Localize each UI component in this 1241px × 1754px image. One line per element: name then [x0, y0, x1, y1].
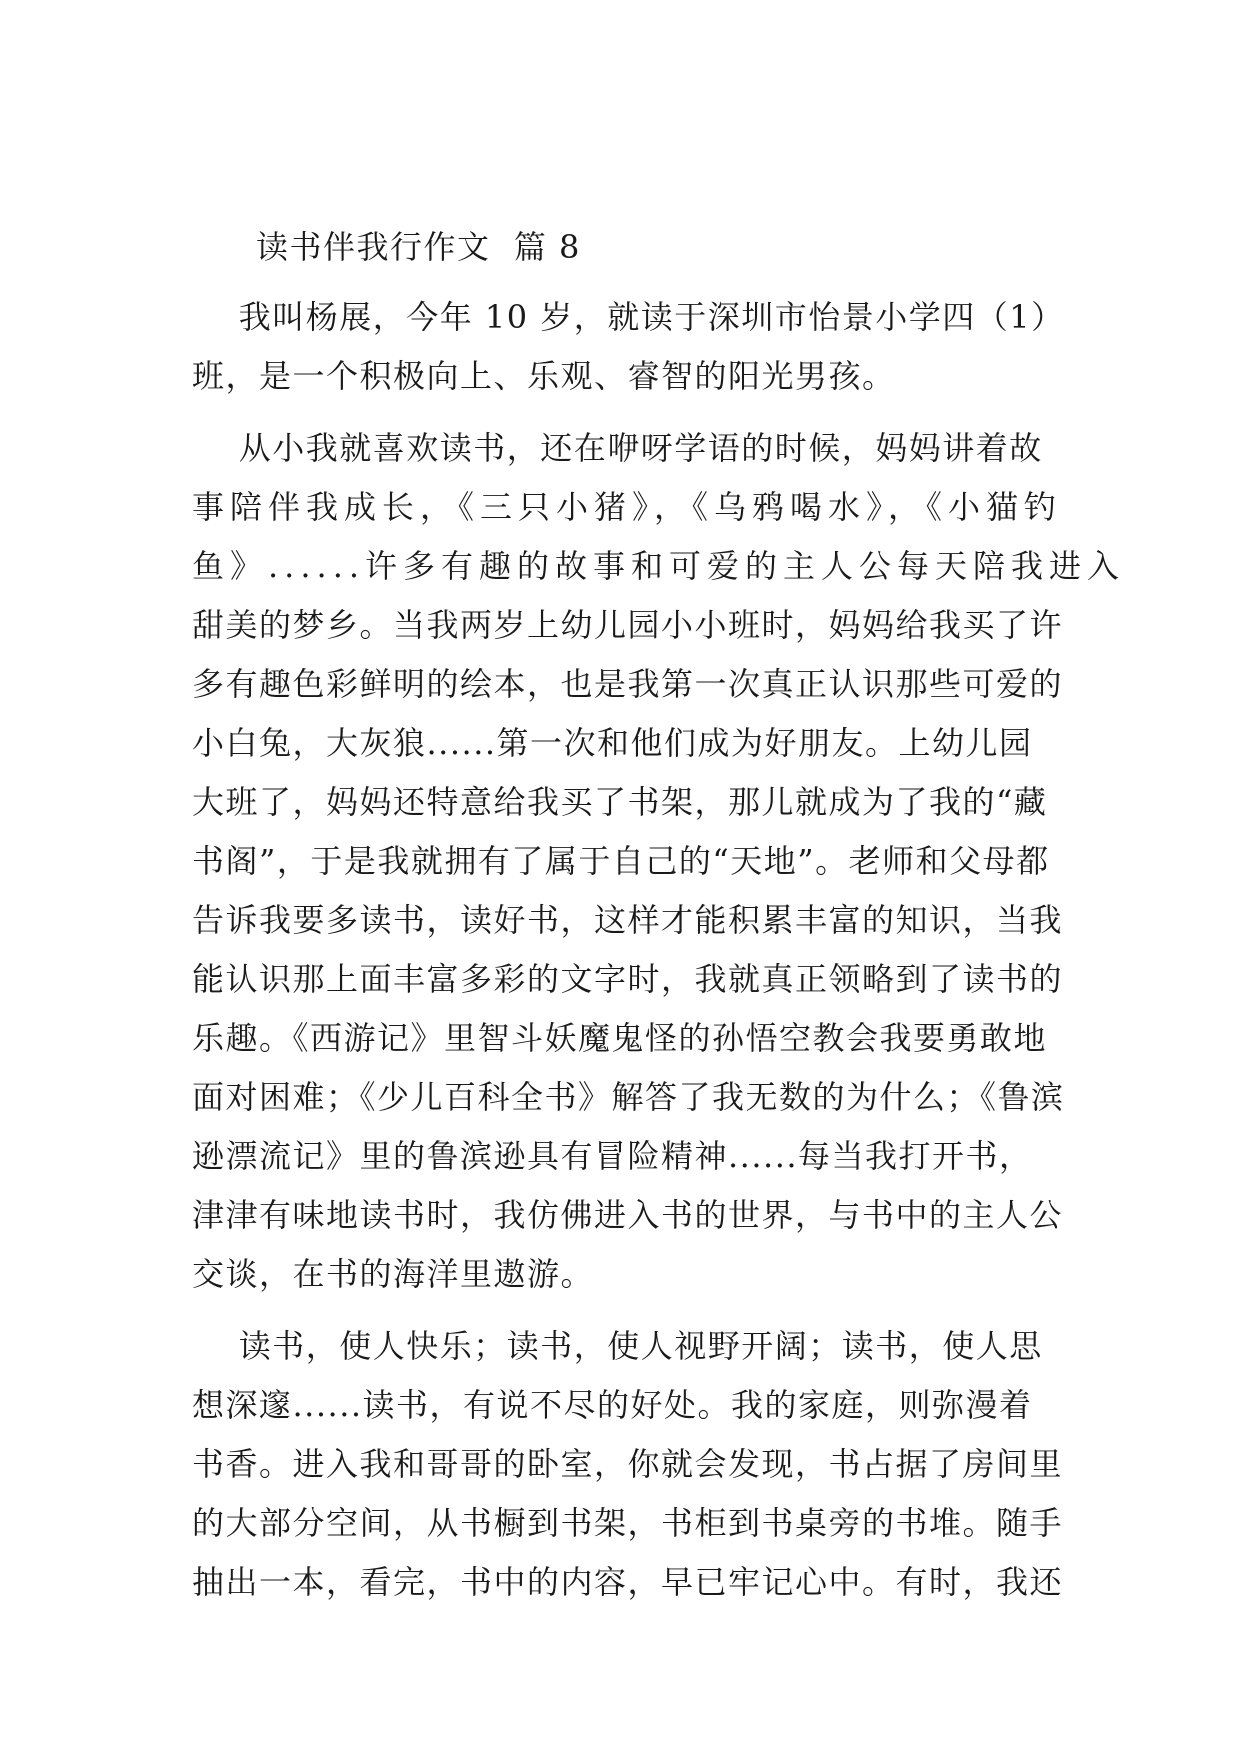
paragraph-line: 班，是一个积极向上、乐观、睿智的阳光男孩。 — [192, 357, 896, 395]
paragraph-2 — [192, 419, 1126, 1304]
paragraph-line: 乐趣。《西游记》里智斗妖魔鬼怪的孙悟空教会我要勇敢地 — [192, 1019, 1048, 1057]
paragraph-line: 逊漂流记》里的鲁滨逊具有冒险精神......每当我打开书， — [192, 1137, 1033, 1175]
essay-title: 读书伴我行作文 篇 8 — [256, 228, 581, 266]
paragraph-line: 我叫杨展，今年 10 岁，就读于深圳市怡景小学四（1） — [192, 298, 1065, 336]
paragraph-line: 的大部分空间，从书橱到书架，书柜到书桌旁的书堆。随手 — [192, 1504, 1064, 1542]
paragraph-line: 读书，使人快乐；读书，使人视野开阔；读书，使人思 — [192, 1327, 1043, 1365]
paragraph-line: 事陪伴我成长，《三只小猪》，《乌鸦喝水》，《小猫钓 — [192, 488, 1063, 526]
paragraph-line: 甜美的梦乡。当我两岁上幼儿园小小班时，妈妈给我买了许 — [192, 606, 1064, 644]
document-page — [192, 218, 1126, 1612]
paragraph-line: 抽出一本，看完，书中的内容，早已牢记心中。有时，我还 — [192, 1563, 1064, 1601]
paragraph-line: 书阁”，于是我就拥有了属于自己的“天地”。老师和父母都 — [192, 842, 1050, 880]
paragraph-line: 面对困难；《少儿百科全书》解答了我无数的为什么；《鲁滨 — [192, 1078, 1065, 1116]
paragraph-line: 津津有味地读书时，我仿佛进入书的世界，与书中的主人公 — [192, 1196, 1064, 1234]
paragraph-3 — [192, 1317, 1064, 1612]
paragraph-line: 多有趣色彩鲜明的绘本，也是我第一次真正认识那些可爱的 — [192, 665, 1064, 703]
paragraph-line: 能认识那上面丰富多彩的文字时，我就真正领略到了读书的 — [192, 960, 1064, 998]
paragraph-line: 鱼》......许多有趣的故事和可爱的主人公每天陪我进入 — [192, 547, 1126, 585]
paragraph-1 — [192, 288, 1065, 406]
paragraph-line: 交谈，在书的海洋里遨游。 — [192, 1255, 595, 1293]
paragraph-line: 书香。进入我和哥哥的卧室，你就会发现，书占据了房间里 — [192, 1445, 1064, 1483]
paragraph-line: 告诉我要多读书，读好书，这样才能积累丰富的知识，当我 — [192, 901, 1064, 939]
paragraph-line: 从小我就喜欢读书，还在咿呀学语的时候，妈妈讲着故 — [192, 429, 1043, 467]
paragraph-line: 大班了，妈妈还特意给我买了书架，那儿就成为了我的“藏 — [192, 783, 1048, 821]
paragraph-line: 小白兔，大灰狼......第一次和他们成为好朋友。上幼儿园 — [192, 724, 1033, 762]
paragraph-line: 想深邃......读书，有说不尽的好处。我的家庭，则弥漫着 — [192, 1386, 1033, 1424]
